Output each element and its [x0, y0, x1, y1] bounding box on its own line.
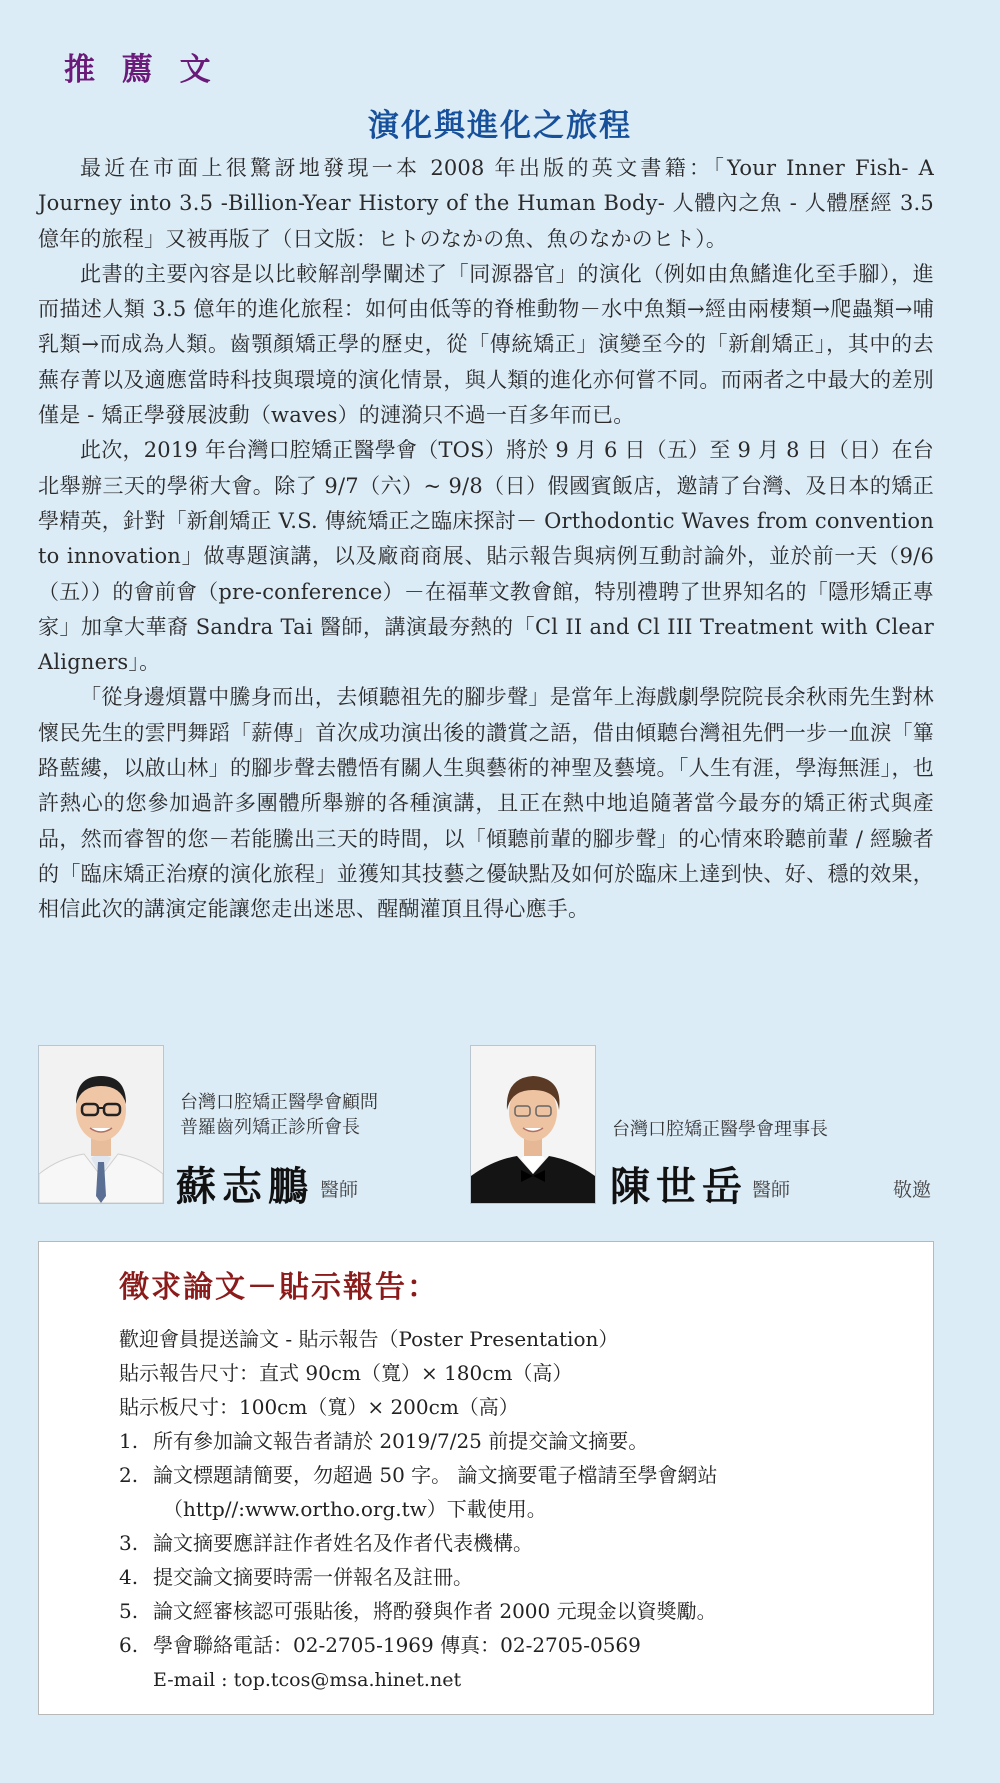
signatory-name: 陳世岳 — [610, 1163, 748, 1210]
closing-word: 敬邀 — [893, 1179, 932, 1201]
section-tag: 推 薦 文 — [64, 52, 219, 88]
signatory-role: 台灣口腔矯正醫學會顧問 普羅齒列矯正診所會長 — [180, 1092, 378, 1138]
call-for-papers-box — [38, 1241, 934, 1715]
list-item: 5. 論文經審核認可張貼後，將酌發與作者 2000 元現金以資獎勵。 — [119, 1599, 717, 1623]
list-item: 4. 提交論文摘要時需一併報名及註冊。 — [119, 1565, 473, 1589]
signatory-title: 醫師 — [320, 1179, 359, 1201]
signatory-role: 台灣口腔矯正醫學會理事長 — [612, 1119, 828, 1140]
paragraph: 「從身邊煩囂中騰身而出，去傾聽祖先的腳步聲」是當年上海戲劇學院院長余秋雨先生對林懷民先生的雲門舞蹈「薪傳」首次成功演出後的讚賞之語，借由傾聽台灣祖先們一步一血淚「篳路藍縷，以啟山林」的腳步聲去體悟有關人生與藝術的神聖及藝境。「人生有涯，學海無涯」，也許熱心的您參加過許多團體所舉辦的各種演講，且正在熱中地追隨著當今最夯的矯正術式與產品，然而睿智的您－若能騰出三天的時間，以「傾聽前輩的腳步聲」的心情來聆聽前輩 / 經驗者的「臨床矯正治療的演化旅程」並獲知其技藝之優缺點及如何於臨床上達到快、好、穩的效果，相信此次的講演定能讓您走出迷思、醒醐灌頂且得心應手。 — [38, 685, 934, 922]
call-title: 徵求論文－貼示報告： — [119, 1270, 439, 1305]
article-body — [38, 151, 934, 928]
portrait-photo — [470, 1045, 596, 1204]
paragraph: 此次，2019 年台灣口腔矯正醫學會（TOS）將於 9 月 6 日（五）至 9 月 8 日（日）在台北舉辦三天的學術大會。除了 9/7（六）~ 9/8（日）假國賓飯店，邀請了台灣、及日本的矯正學精英，針對「新創矯正 V.S. 傳統矯正之臨床探討－ Orthodontic Waves from convention to innovation」做專題演講，以及廠商商展、貼示報告與病例互動討論外，並於前一天（9/6（五））的會前會（pre-conference）－在福華文教會館，特別禮聘了世界知名的「隱形矯正專家」加拿大華裔 Sandra Tai 醫師，講演最夯熱的「Cl II and Cl III Treatment with Clear Aligners」。 — [38, 438, 934, 675]
call-requirements-list — [119, 1424, 899, 1662]
paragraph: 最近在市面上很驚訝地發現一本 2008 年出版的英文書籍：「Your Inner Fish- A Journey into 3.5 -Billion-Year History of the Human Body- 人體內之魚 - 人體歷經 3.5 億年的旅程」又被再版了（日文版：ヒトのなかの魚、魚のなかのヒト）。 — [38, 156, 934, 251]
contact-email: E-mail : top.tcos@msa.hinet.net — [153, 1669, 462, 1691]
article-title: 演化與進化之旅程 — [368, 108, 632, 144]
call-intro: 歡迎會員提送論文 - 貼示報告（Poster Presentation） 貼示報告尺寸：直式 90cm（寬）× 180cm（高） 貼示板尺寸：100cm（寬）× 200cm（高） — [119, 1327, 619, 1419]
list-item: 3. 論文摘要應詳註作者姓名及作者代表機構。 — [119, 1531, 533, 1555]
portrait-illustration — [39, 1046, 163, 1203]
portrait-illustration — [471, 1046, 595, 1203]
list-item: 6. 學會聯絡電話：02-2705-1969 傳真：02-2705-0569 — [119, 1633, 641, 1657]
website-link-text: （http//:www.ortho.org.tw）下載使用。 — [163, 1497, 547, 1521]
paragraph: 此書的主要內容是以比較解剖學闡述了「同源器官」的演化（例如由魚鰭進化至手腳），進而描述人類 3.5 億年的進化旅程：如何由低等的脊椎動物－水中魚類→經由兩棲類→爬蟲類→哺乳類→而成為人類。齒顎顏矯正學的歷史，從「傳統矯正」演變至今的「新創矯正」，其中的去蕪存菁以及適應當時科技與環境的演化情景，與人類的進化亦何嘗不同。而兩者之中最大的差別僅是 - 矯正學發展波動（waves）的漣漪只不過一百多年而已。 — [38, 261, 934, 428]
list-item: 1. 所有參加論文報告者請於 2019/7/25 前提交論文摘要。 — [119, 1429, 649, 1453]
signatory-title: 醫師 — [752, 1179, 791, 1201]
portrait-photo — [38, 1045, 164, 1204]
signatory-name: 蘇志鵬 — [176, 1163, 314, 1210]
list-item: 2. 論文標題請簡要，勿超過 50 字。 論文摘要電子檔請至學會網站 （http//:www.ortho.org.tw）下載使用。 — [119, 1458, 899, 1526]
